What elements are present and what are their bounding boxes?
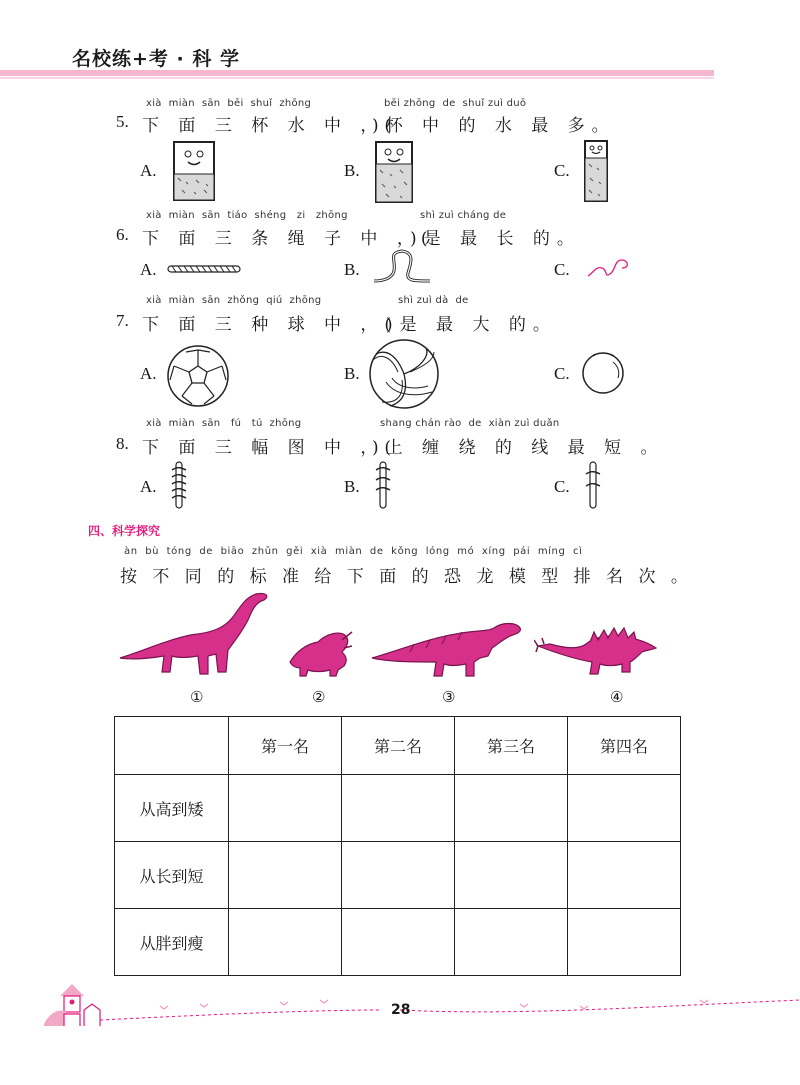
q6-text-b: )是 最 长 的。: [410, 229, 581, 249]
q7-text-b: )是 最 大 的。: [386, 315, 557, 335]
header-divider-bar: [0, 70, 714, 76]
answer-cell[interactable]: [568, 842, 681, 909]
q6-number: 6.: [116, 225, 129, 244]
section-instruction: 按 不 同 的 标 准 给 下 面 的 恐 龙 模 型 排 名 次 。: [120, 567, 693, 587]
answer-cell[interactable]: [229, 842, 342, 909]
q5-pinyin-a: xià miàn sān bēi shuǐ zhōng: [146, 98, 312, 109]
q5-option-c-label[interactable]: C.: [554, 161, 570, 180]
q8-option-b-label[interactable]: B.: [344, 477, 360, 496]
dino-label-2: ②: [312, 688, 326, 706]
row-label: 从长到短: [115, 842, 229, 909]
straight-rope-icon: [166, 262, 242, 276]
triceratops-icon: [286, 626, 354, 678]
q6-option-c-label[interactable]: C.: [554, 260, 570, 279]
ranking-table: [114, 716, 681, 976]
q7-pinyin-b: shì zuì dà de: [398, 295, 469, 306]
q6-option-a-label[interactable]: A.: [140, 260, 157, 279]
short-string-icon: [584, 254, 632, 280]
q5-pinyin-b: bēi zhōng de shuǐ zuì duō: [384, 98, 527, 109]
row-label: 从胖到瘦: [115, 909, 229, 976]
q7-option-b-label[interactable]: B.: [344, 364, 360, 383]
spool-medium-thread-icon: [372, 460, 394, 510]
spool-short-thread-icon: [582, 460, 604, 510]
header-divider-bar-light: [0, 77, 714, 79]
q5-text-b: )杯 中 的 水 最 多。: [372, 116, 616, 136]
answer-cell[interactable]: [455, 842, 568, 909]
dino-label-3: ③: [442, 688, 456, 706]
brachiosaurus-icon: [116, 588, 276, 680]
table-row: [115, 909, 681, 976]
page-number: 28: [391, 1002, 411, 1018]
section-title: 四、科学探究: [88, 524, 161, 538]
answer-cell[interactable]: [342, 775, 455, 842]
q8-text-b: )上 缠 绕 的 线 最 短 。: [372, 438, 665, 458]
dino-label-1: ①: [190, 688, 204, 706]
q7-number: 7.: [116, 311, 129, 330]
section-pinyin: àn bù tóng de biāo zhǔn gěi xià miàn de kǒng lóng mó xíng pái míng cì: [124, 546, 583, 557]
table-header-cell: 第三名: [455, 717, 568, 775]
table-row: [115, 775, 681, 842]
q8-pinyin-a: xià miàn sān fú tú zhōng: [146, 418, 302, 429]
coiled-rope-icon: [370, 247, 434, 287]
q7-text-a: 下 面 三 种 球 中 ，(: [142, 315, 399, 335]
answer-cell[interactable]: [342, 909, 455, 976]
small-ball-icon: [580, 350, 626, 396]
q7-pinyin-a: xià miàn sān zhǒng qiú zhōng: [146, 295, 322, 306]
q8-pinyin-b: shang chán rào de xiàn zuì duǎn: [380, 418, 560, 429]
answer-cell[interactable]: [455, 775, 568, 842]
spool-long-thread-icon: [168, 460, 190, 510]
q8-option-c-label[interactable]: C.: [554, 477, 570, 496]
footer-dashed-decoration: [100, 994, 800, 1024]
answer-cell[interactable]: [568, 909, 681, 976]
table-header-cell: 第二名: [342, 717, 455, 775]
page-header-title: 名校练+考 · 科 学: [72, 48, 240, 70]
answer-cell[interactable]: [568, 775, 681, 842]
row-label: 从高到矮: [115, 775, 229, 842]
q8-text-a: 下 面 三 幅 图 中 ，(: [142, 438, 399, 458]
table-header-cell: 第一名: [229, 717, 342, 775]
answer-cell[interactable]: [455, 909, 568, 976]
q7-option-c-label[interactable]: C.: [554, 364, 570, 383]
answer-cell[interactable]: [229, 909, 342, 976]
q5-text-a: 下 面 三 杯 水 中 ，(: [142, 116, 399, 136]
q6-text-a: 下 面 三 条 绳 子 中 ，(: [142, 229, 435, 249]
answer-cell[interactable]: [342, 842, 455, 909]
soccer-ball-icon: [166, 344, 230, 408]
castle-house-icon: [40, 982, 104, 1028]
answer-cell[interactable]: [229, 775, 342, 842]
wide-cup-icon: [170, 138, 218, 204]
table-header-row: [115, 717, 681, 775]
q7-option-a-label[interactable]: A.: [140, 364, 157, 383]
table-header-cell: 第四名: [568, 717, 681, 775]
medium-cup-icon: [372, 138, 416, 206]
q5-option-a-label[interactable]: A.: [140, 161, 157, 180]
q6-pinyin-b: shì zuì cháng de: [420, 210, 507, 221]
q8-option-a-label[interactable]: A.: [140, 477, 157, 496]
table-corner-cell: [115, 717, 229, 775]
q8-number: 8.: [116, 434, 129, 453]
volleyball-icon: [368, 338, 440, 410]
stegosaurus-icon: [534, 622, 662, 680]
q5-option-b-label[interactable]: B.: [344, 161, 360, 180]
q6-option-b-label[interactable]: B.: [344, 260, 360, 279]
q6-pinyin-a: xià miàn sān tiáo shéng zi zhōng: [146, 210, 348, 221]
q5-number: 5.: [116, 112, 129, 131]
dino-label-4: ④: [610, 688, 624, 706]
iguanodon-icon: [370, 614, 526, 680]
narrow-cup-icon: [582, 138, 610, 204]
table-row: [115, 842, 681, 909]
